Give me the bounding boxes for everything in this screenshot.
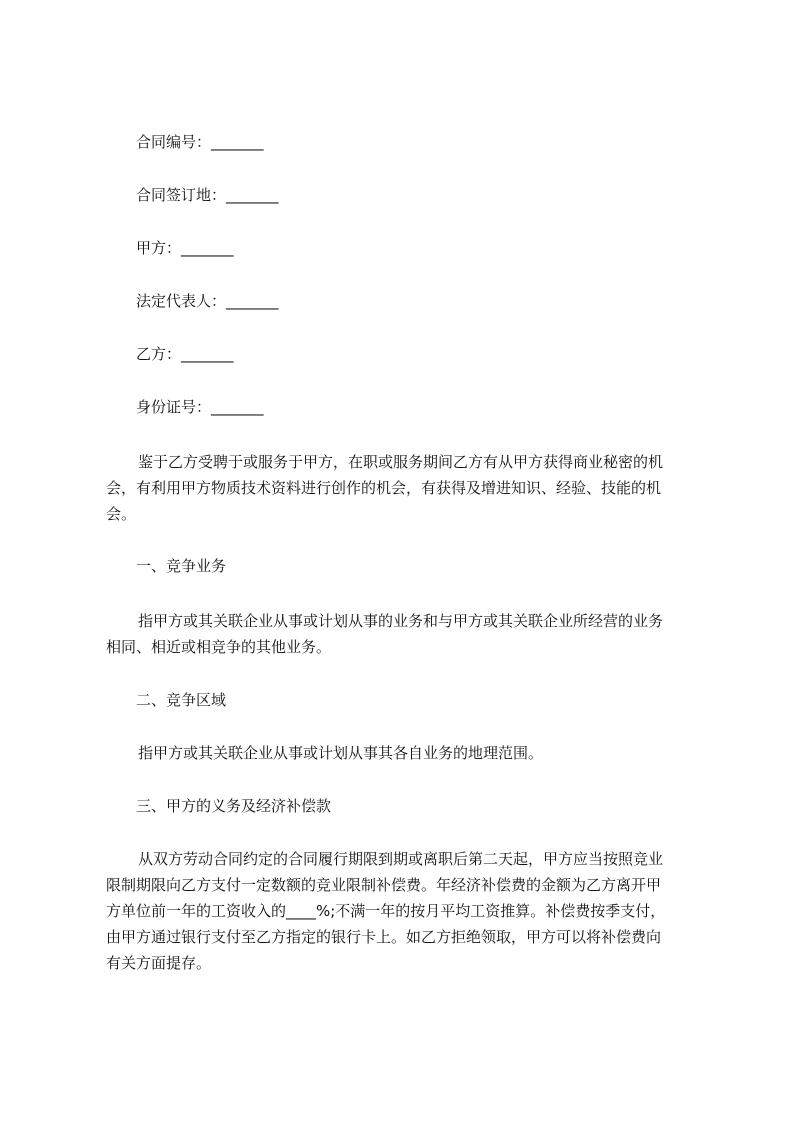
- paragraph-line: 指甲方或其关联企业从事或计划从事其各自业务的地理范围。: [138, 744, 544, 762]
- field-label: 法定代表人：: [136, 292, 227, 310]
- section-heading: 三、甲方的义务及经济补偿款: [136, 797, 332, 815]
- section-heading: 二、竞争区域: [136, 691, 227, 709]
- section-paragraph: [106, 608, 663, 660]
- paragraph-line: 会。: [106, 505, 137, 523]
- party-a-field: [136, 238, 234, 258]
- party-b-field: [136, 344, 234, 364]
- field-label: 合同签订地：: [136, 186, 227, 204]
- field-blank: _______: [181, 345, 234, 363]
- section-paragraph: [106, 740, 543, 766]
- field-blank: _______: [226, 292, 279, 310]
- field-blank: _______: [181, 239, 234, 257]
- paragraph-line: 限制期限向乙方支付一定数额的竞业限制补偿费。年经济补偿费的金额为乙方离开甲: [106, 876, 662, 894]
- field-blank: _______: [226, 186, 279, 204]
- paragraph-line: 由甲方通过银行支付至乙方指定的银行卡上。如乙方拒绝领取，甲方可以将补偿费向: [106, 928, 662, 946]
- paragraph-line: 鉴于乙方受聘于或服务于甲方，在职或服务期间乙方有从甲方获得商业秘密的机: [138, 453, 664, 471]
- field-label: 甲方：: [136, 239, 182, 257]
- paragraph-line: 指甲方或其关联企业从事或计划从事的业务和与甲方或其关联企业所经营的业务: [138, 612, 664, 630]
- preamble-paragraph: [106, 449, 663, 527]
- paragraph-line: 有关方面提存。: [106, 954, 212, 972]
- section-paragraph: [106, 846, 665, 976]
- field-label: 身份证号：: [136, 398, 212, 416]
- field-label: 合同编号：: [136, 133, 212, 151]
- paragraph-line: 从双方劳动合同约定的合同履行期限到期或离职后第二天起，甲方应当按照竞业: [138, 850, 664, 868]
- section-heading: 一、竞争业务: [136, 557, 227, 575]
- paragraph-line: 会，有利用甲方物质技术资料进行创作的机会，有获得及增进知识、经验、技能的机: [106, 479, 662, 497]
- id-number-field: [136, 397, 264, 417]
- field-label: 乙方：: [136, 345, 182, 363]
- field-blank: _______: [211, 398, 264, 416]
- paragraph-line: 相同、相近或相竞争的其他业务。: [106, 638, 332, 656]
- field-blank: _______: [211, 133, 264, 151]
- paragraph-line: 方单位前一年的工资收入的____%;不满一年的按月平均工资推算。补偿费按季支付，: [106, 902, 666, 920]
- legal-representative-field: [136, 291, 279, 311]
- signing-place-field: [136, 185, 279, 205]
- contract-number-field: [136, 132, 264, 152]
